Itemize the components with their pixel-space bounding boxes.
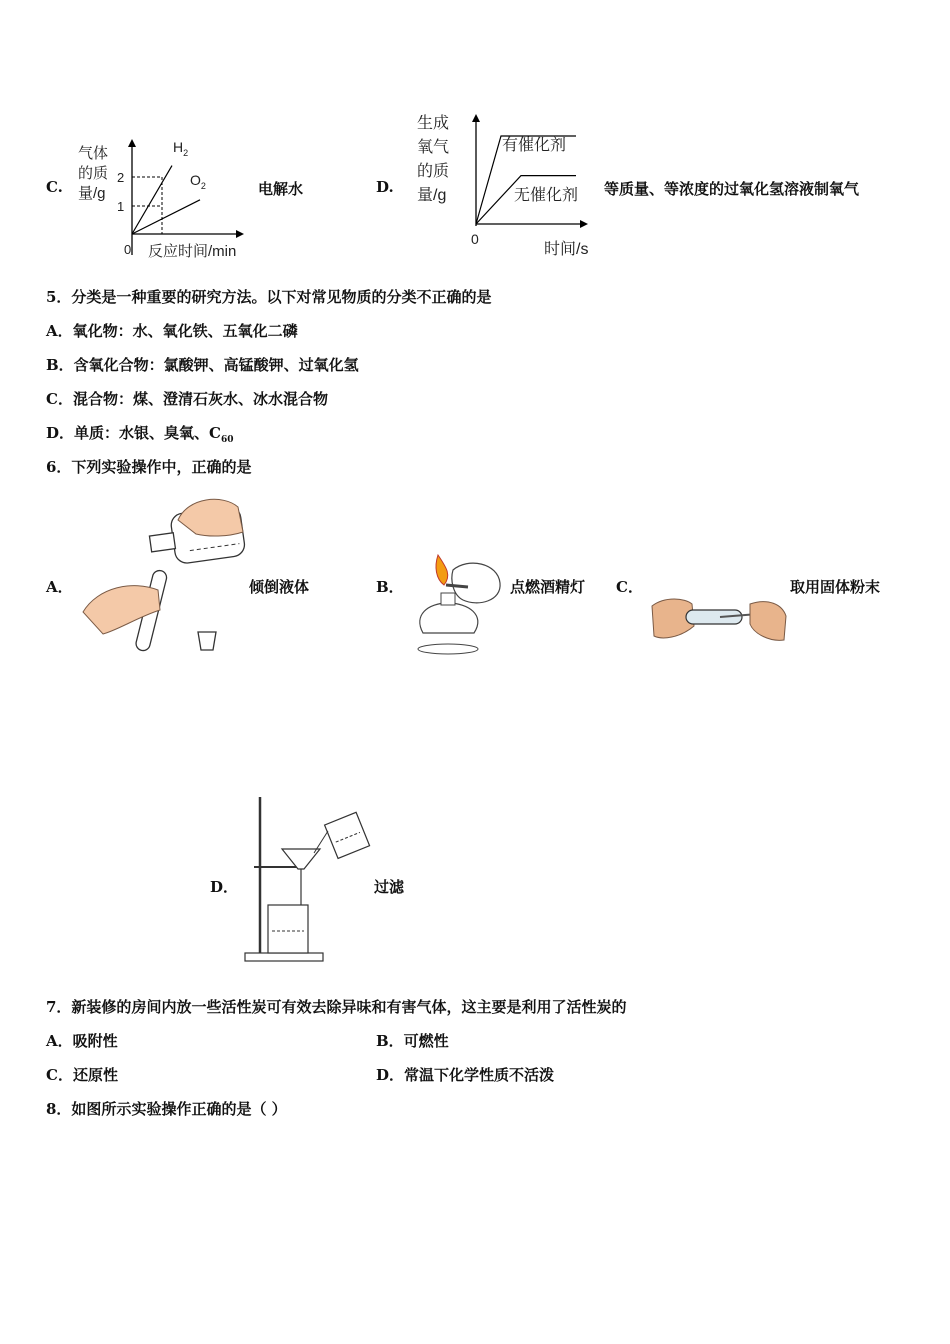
beaker-icon (268, 905, 308, 953)
c-label-o2: $O_2$ (190, 172, 206, 191)
d-origin: 0 (471, 231, 479, 247)
q7-option-a: A．吸附性 (46, 1032, 118, 1050)
q5-stem: 5．分类是一种重要的研究方法。以下对常见物质的分类不正确的是 (46, 288, 492, 306)
q6-option-a-caption: 倾倒液体 (249, 578, 310, 596)
d-xlabel: 时间/s (544, 241, 589, 258)
q6-option-c-letter: C． (616, 578, 643, 596)
c-ytick-1: 1 (117, 199, 125, 214)
wick-icon (446, 585, 468, 587)
q4-option-c-letter: C. (46, 178, 63, 196)
q6-option-b-letter: B． (376, 578, 404, 596)
c-ytick-2: 2 (117, 170, 125, 185)
test-tube-horizontal-icon (686, 610, 742, 624)
d-ylabel-4: 量/g (417, 187, 447, 204)
q6-option-c-caption: 取用固体粉末 (790, 578, 881, 596)
lamp-base (418, 644, 478, 654)
d-ylabel-2: 氧气 (417, 139, 450, 156)
c-ylabel-3: 量/g (78, 185, 106, 202)
q6-option-a-letter: A． (46, 578, 73, 596)
c-ylabel-2: 的质 (78, 165, 109, 182)
c-ylabel-1: 气体 (78, 145, 109, 162)
d-label-no-catalyst: 无催化剂 (514, 187, 579, 204)
pouring-liquid-illustration (78, 492, 248, 662)
q5-option-c: C．混合物：煤、澄清石灰水、冰水混合物 (46, 390, 328, 408)
stopper-icon (198, 632, 216, 650)
solid-powder-illustration (650, 596, 790, 646)
d-label-catalyst: 有催化剂 (502, 137, 567, 154)
right-hand-icon (750, 602, 786, 641)
q5-option-d: D．单质：水银、臭氧、$C_{60}$ (46, 424, 234, 445)
c-xlabel: 反应时间/min (148, 243, 237, 260)
q6-option-b-caption: 点燃酒精灯 (510, 578, 586, 596)
lamp-neck (441, 593, 455, 605)
q8-stem: 8．如图所示实验操作正确的是（ ） (46, 1100, 287, 1118)
q4-option-d-graph (412, 108, 602, 260)
c-y-arrow (128, 139, 136, 147)
c-x-arrow (236, 230, 244, 238)
q7-option-b: B．可燃性 (376, 1032, 449, 1050)
filtration-illustration (240, 793, 375, 965)
glass-rod-icon (314, 831, 328, 853)
alcohol-lamp-illustration (408, 545, 508, 657)
q4-option-c-graph (70, 130, 260, 265)
d-x-arrow (580, 220, 588, 228)
flame-icon (436, 555, 448, 585)
q6-option-d-letter: D． (210, 878, 239, 896)
pouring-beaker-icon (325, 812, 370, 858)
q5-option-b: B．含氧化合物：氯酸钾、高锰酸钾、过氧化氢 (46, 356, 359, 374)
lamp-upper (452, 563, 500, 603)
q7-option-c: C．还原性 (46, 1066, 118, 1084)
alcohol-lamp-icon (420, 603, 478, 633)
q4-option-d-caption: 等质量、等浓度的过氧化氢溶液制氧气 (604, 180, 860, 198)
c-origin: 0 (124, 242, 132, 257)
stand-base-icon (245, 953, 323, 961)
q4-option-d-letter: D. (376, 178, 394, 196)
q6-stem: 6．下列实验操作中，正确的是 (46, 458, 252, 476)
d-y-arrow (472, 114, 480, 122)
d-ylabel-3: 的质 (417, 163, 450, 180)
q7-option-d: D．常温下化学性质不活泼 (376, 1066, 555, 1084)
d-ylabel-1: 生成 (417, 115, 450, 132)
q4-option-c-caption: 电解水 (258, 180, 304, 198)
q7-stem: 7．新装修的房间内放一些活性炭可有效去除异味和有害气体，这主要是利用了活性炭的 (46, 998, 627, 1016)
c-label-h2: $H_2$ (173, 139, 189, 158)
q5-option-a: A．氧化物：水、氧化铁、五氧化二磷 (46, 322, 298, 340)
q6-option-d-caption: 过滤 (374, 878, 405, 896)
